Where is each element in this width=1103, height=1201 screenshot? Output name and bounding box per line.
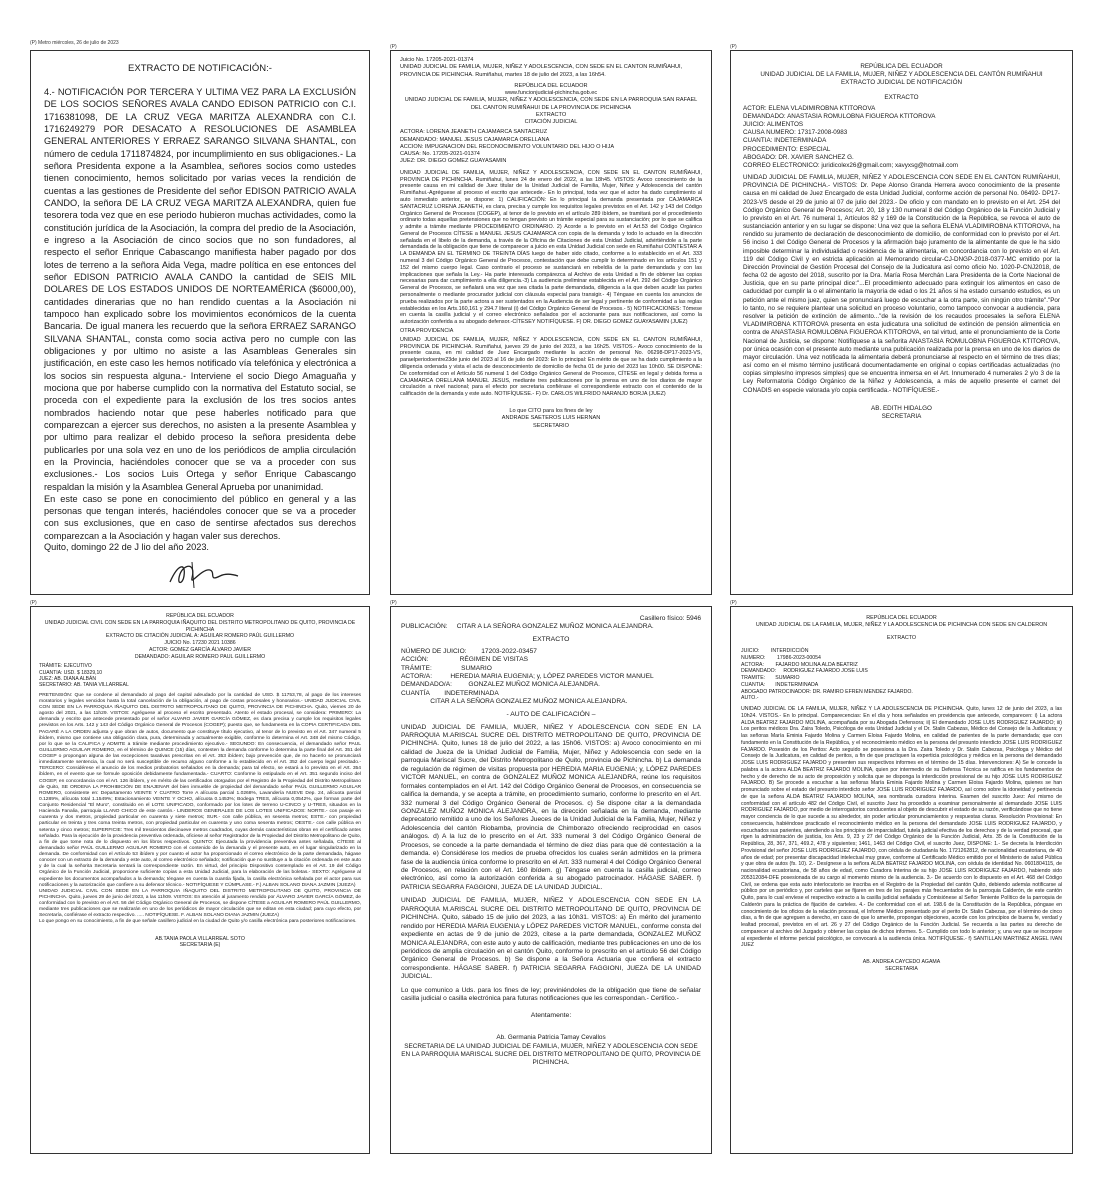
section-label: OTRA PROVIDENCIA [400,328,454,335]
column-tag: (P) [730,600,737,606]
notice-ejecutivo-aguilar [30,606,370,1154]
court-heading: REPÚBLICA DEL ECUADOR UNIDAD JUDICIAL DE LA FAMILIA, MUJER, NIÑEZ Y ADOLESCENCIA DEL CANTÓN RUMIÑAHUI EXTRACTO JUDICIAL DE NOTIFICACIÓN [760,63,1043,87]
court-heading: REPÚBLICA DEL ECUADOR UNIDAD JUDICIAL DE LA FAMILIA, MUJER, NIÑEZ Y LA ADOLESCENCIA DE PICHINCHA CON SEDE EN CALDERON [755,615,1048,629]
newspaper-masthead: (P) Metro miércoles, 26 de julio de 2023 [30,40,119,46]
ruling-text: UNIDAD JUDICIAL DE FAMILIA, MUJER, NIÑEZ Y ADOLESCENCIA CON SEDE EN EL CANTON RUMIÑAHUI, PROVINCIA DE PICHINCHA.- VISTOS: Dr. Pepe Alonso Granda Herrera avoco conocimiento de la presente causa en mi calidad de Juez Encargado de esta Unidad Judicial, conforme acción de personal No. 06492- DP17-2023-VS desde el 29 de junio al 07 de julio del 2023.- De oficio y con mandato en lo previsto en el Art. 254 del Código Orgánico General de Procesos; Art. 20, 18 y 130 numeral 8 del Código Orgánico de la Función Judicial y lo previsto en el Art. 76 numeral 1, Artículos 82 y 169 de la Constitución de la República, se revoca el auto de sustanciación anterior y en su lugar se dispone: Una vez que la señora ELENA VLADIMIROBNA KTITOROVA, ha rendido su juramento de declaración de desconocimiento de domicilio, de conformidad con lo previsto por el Art. 56 inciso 1 del Código General de Procesos y la afirmación bajo juramento de la alimentante de que le ha sido imposible determinar la individualidad o residencia de la alimentaria, en concordancia con lo previsto en el Art. 119 del Código Civil y en estricta aplicación al Memorando circular-CJ-DNGP-2018-0377-MC emitido por la Dirección Provincial de Gestión Procesal del Consejo de la Judicatura así como oficio No. 1020-P-CNJ2018, de fecha 02 de agosto del 2018, suscrito por la Dra. María Rosa Merchán Lara Presidenta de la Corte Nacional de Justicia, que en su parte principal dice:"...El procedimiento adecuado para extinguir los alimentos en caso de caducidad por cumplir la o el alimentario la mayoría de edad o los 21 años si ha estado cursando estudios, es un petición ante el mismo juez, quien se pronunciará luego de escuchar a la otra parte, sin ningún otro trámite"."Por lo tanto, no se requiere plantear una solicitud en proceso voluntario, como tampoco convocar a audiencia, para resolver la petición de extinción de alimento..."de la revisión de los recaudos procesales la señora ELENA VLADIMIROBNA KTITOROVA presenta en esta judicatura una solicitud de extinción de pensión alimenticia en contra de ANASTASIA ROMULOBNA FIGUEROA KTITOROVA, en tal virtud, ante el pronunciamiento de la Corte Nacional de Justicia, se dispone: Notifíquese a la señorita ANASTASIA ROMULOBNA FIGUEROA KTITOROVA, por única ocasión con el presente auto mediante una publicación realizada por la prensa en uno de los diarios de mayor circulación. Una vez notificada la alimentaria deberá pronunciarse al respecto en el término de tres días; así como en el mismo término justificará documentadamente en original o copias certificadas actualizadas (no copias simples/no impresos simples) que se encuentra inmersa en el Art. Innumerado 4 numerales 2 y/o 3 de la Ley Reformatoria Código Orgánico de la Niñez y Adolescencia, a más de aquello presente el carnet del CONADIS en especie valorada y/o copia certificada.- NOTIFÍQUESE.- [743,174,1060,394]
column-tag: (P) [390,44,397,50]
section-label: EXTRACTO [532,635,570,643]
publication-line: PUBLICACIÓN: CITAR A LA SEÑORA GONZALEZ MUÑOZ MONICA ALEJANDRA. [401,623,654,631]
notice-alimentos-ktitorova [730,50,1073,595]
court-heading: REPÚBLICA DEL ECUADOR www.funcionjudicial-pichincha.gob.ec UNIDAD JUDICIAL DE FAMILIA, MUJER, NIÑEZ Y ADOLESCENCIA, CON SEDE EN LA PARROQUIA SAN RAFAEL DEL CANTON RUMIÑAHUI DE LA PROVINCIA DE PICHINCHA EXTRACTO CITACIÓN JUDICIAL [404,82,698,126]
ruling-text: UNIDAD JUDICIAL DE FAMILIA, MUJER, NIÑEZ Y ADOLESCENCIA CON SEDE EN LA PARROQUIA M.ARISCAL SUCRE DEL DISTRITO METROPOLITANO DE QUITO, PROVINCIA DE PICHINCHA. Quito, sábado 15 de julio del 2023, a las 10h31. VISTOS: a) En mérito del juramento rendido por HEREDIA MARIA EUGENIA y LÓPEZ PAREDES VICTOR MANUEL, conforme consta del expediente en actas de 9 de junio de 2023, cítese a la parte demandada, GONZALEZ MUÑOZ MONICA ALEJANDRA, con este auto y auto de calificación, mediante tres publicaciones en uno de los periódicos de amplia circulación en el cantón Quito, conforme lo prescrito en el artículo 56 del Código Orgánico General de Procesos. b) Se dispone a la Señora Actuaria que confiera el extracto correspondiente. HÁGASE SABER. f) PATRICIA SEGARRA FAGGIONI, JUEZA DE LA UNIDAD JUDICIAL. [401,897,701,981]
secretary-signature: AB. ANDREA CAYCEDO AGAMA SECRETARIA [862,959,941,972]
case-parties: ACTORA: LORENA JEANETH CAJAMARCA SANTACRUZ DEMANDADO: MANUEL JESUS CAJAMARCA ORELLANA ACCION: IMPUGNACION DEL RECONOCIMIENTO VOLUNTARIO DEL HIJO O HIJA CAUSA: No. 17205-2021-01374 JUEZ: DR. DIEGO GOMEZ GUAYASAMIN [400,129,615,165]
notice-citacion-cajamarca [390,50,712,595]
secretary-signature: Lo que CITO para los fines de ley ANDRADE SAETEROS LUIS HERNAN SECRETARIO [501,408,601,429]
ruling-text: UNIDAD JUDICIAL DE LA FAMILIA, MUJER, NIÑEZ Y LA ADOLESCENCIA DE PICHINCHA. Quito, lunes 12 de junio del 2023, a las 10h24. VISTOS.- En lo principal. Comparecencias: En el día y hora señalados en providencia que antecede, comparecen: i) La actora ALDA BEATRIZ FAJARDO MOLINA, acompañada por su Abogada Defensora; ii) El demandado JOSE LUIS RODRIGUEZ FAJARDO; iii) Los peritos médicos Dra. Zaira Toledo, Psicóloga de esta Unidad Judicial y el Dr. Stalin Cabezas, Médico del Consejo de la Judicatura; y las señoras María Eminia Fajardo Molina y Carmen Eloisa Fajardo Molina, en calidad de parientes de la parte demandada; que con fundamento en la Constitución de la República, y el reconocimiento médico en la persona del presunto interdicto JOSE LUIS RODRIGUEZ FAJARDO. Posesión de los Peritos: Acto seguido se posesiona a la Dra. Zaira Toledo y Dr. Stalin Cabezas, Psicóloga y Médico del Consejo de la Judicatura, en calidad de peritos, a fin de que practiquen la experticia psicológica y médica en la persona del demandado JOSE LUIS RODRIGUEZ FAJARDO y presenten sus respectivos informes en el término de 15 días. Intervenciones: A) Se le concede la palabra a la actora ALDA BEATRIZ FAJARDO MOLINA, quien por intermedio de su Defensa Técnica se ratifica en los fundamentos de hecho y de derecho de su acto de proposición y solicita que se disponga la interdicción provisional de su hijo JOSE LUIS RODRIGUEZ FAJARDO. B) Se procede a escuchar a las señoras María Eminia Fajardo Molina y Carmen Eloisa Fajardo Molina, quienes se han pronunciado sobre el estado del presunto interdicto señor JOSE LUIS RODRIGUEZ FAJARDO, así como sobre la idoneidad y pertinencia de que la señora ALDA BEATRIZ FAJARDO MOLINA, sea nombrada curadora interina. Examen del suscrito Juez: Así mismo de conformidad con el artículo 482 del Código Civil, el suscrito Juez ha procedido a examinar personalmente al demandado JOSE LUIS RODRIGUEZ FAJARDO, por medio de interrogatorios conducentes al objeto de descubrir el estado de su razón, verificándose que no tiene mayor conciencia de lo que sucede a su alrededor, sin poder articular pronunciamientos y respuestas claras. Resolución Provisional: En consecuencia, habiéndose practicado el reconocimiento médico en la persona del demandado JOSE LUIS RODRIGUEZ FAJARDO, y escuchados sus parientes, atendiendo a los principios de imparcialidad, tutela judicial efectiva de los derechos y de la verdad procesal, que rigen la administración de justicia, los Arts. 9, 23 y 27 del Código Orgánico de la Función Judicial, Arts. 35 de la Constitución de la República, 28, 367, 371, 469.2, 478 y siguientes; 1461, 1463 del Código Civil, el suscrito Juez, DISPONE: 1.- Se decreta la Interdicción Provisional del señor JOSE LUIS RODRIGUEZ FAJARDO, con cédula de ciudadanía No. 1721262812, de nacionalidad ecuatoriana, de 40 años de edad; por presentar discapacidad intelectual muy grave, conforme al Certificado Médico emitido por el Ministerio de salud Pública y que obra de autos (fs. 10). 2.- Desígnese a la señora ALDA BEATRIZ FAJARDO MOLINA, con cédula de identidad No. 0601804115, de nacionalidad ecuatoriana, de 58 años de edad, como Curadora Interina de su hijo JOSE LUIS RODRIGUEZ FAJARDO, habiendo sido 205312084-DFE posesionada de su cargo al momento mismo de la audiencia. 3.- De acuerdo con lo dispuesto en el Art. 468 del Código Civil, se ordena que esta auto interlocutorio se inscriba en el Registro de la Propiedad del cantón Quito, debiendo además notificarse al público por un periódico y, por carteles que se fijaren en tres de los parajes más frecuentados de la parroquia Calderón, de este cantón Quito, para lo cual envíese el respectivo extracto a la casilla judicial señalada y Comisiónese al Señor Teniente Político de la parroquia de Calderón para la práctica de fijación de carteles. 4.- De conformidad con el art. 198.6 de la Constitución de la República, póngase en conocimiento de los oficios de la relación procesal, el Informe Médico presentado por el perito Dr. Stalin Cabezas, por el término de cinco días, a fin de que agreguen a derecho, en caso de que lo amerite, propongan objeciones, acorde con los principios de buena fe, verdad y lealtad procesal, previstos en el art. 26 y 27 del Código Orgánico de la Función Judicial. Se recuerda a las partes su derecho de comparecer al archivo del Juzgado y obtener las copias de dichos informes. 5.- Cumplido con todo lo anterior; y, una vez que se incorpore al expediente el informe pericial psicológico, se convocará a la audiencia única. NOTIFÍQUESE.- f) SANTILLAN MARTINEZ ANGEL IVAN JUEZ [741,706,1062,949]
column-tag: (P) [30,600,37,606]
notice-body: 4.- NOTIFICACIÓN POR TERCERA Y ULTIMA VEZ PARA LA EXCLUSIÓN DE LOS SOCIOS SEÑORES AVALA CANDO EDISON PATRICIO con C.I. 1716381098, DE LA CRUZ VEGA MARITZA ALEXANDRA con C.I. 1716249279 POR DESACATO A RESOLUCIONES DE ASAMBLEA GENERAL ANTERIORES Y ERRAEZ SARANGO SILVANA SHANTAL, con número de cedula 1711874824, por incumplimiento en sus obligaciones.- La señora Presidenta expone a la Asamblea, señores socios como ustedes tienen conocimiento, hemos solicitado por varias veces la rendición de cuentas a las gestiones de Presidente del señor EDISON PATRICIO AVALA CANDO, la señora DE LA CRUZ VEGA MARITZA ALEXANDRA, quien fue tesorera toda vez que en ese periodo hubieron muchas actividades, como la constitución jurídica de la Asociación, la compra del predio de la Asociación, e ingreso a la Asociación de cinco socios que no son fundadores, al respecto el señor Enrique Cabascango manifiesta haber pagado por dos lotes de terreno a la señora Aida Vega, madre política en ese entonces del señor EDISON PATRICIO AVALA CANDO la cantidad de SEIS MIL DOLARES DE LOS ESTADOS UNIDOS DE NORTEAMÉRICA ($6000,00), cantidades dinerarias que no han rendido cuentas a la Asociación ni tampoco han explicado sobre los movimientos económicos de la cuenta Bancaria. De igual manera les recuerdo que la señora ERRAEZ SARANGO SILVANA SHANTAL, consta como socia activa pero no cumple con las obligaciones y por ultimo no asiste a las Asambleas Generales sin justificación, en este caso les hemos notificado vía telefónica y electrónica a los socios sin respuesta alguna.- Interviene el socio Diego Amaguaña y mociona que por haberse cumplido con la normativa del Estatuto social, se proceda con el expediente para la exclusión de los tres socios antes nombrados haciendo notar que pese haberles notificado para que comparezcan a ejercer sus derechos, no asisten a la presente Asamblea y por ultimo para realizar el debido proceso la señora presidenta debe publicarles por una sola vez en uno de los periódicos de amplia circulación en la Provincia, haciéndoles conocer que se va a proceder con sus exclusiones.- Los socios Luis Ortega y señor Enrique Cabascango respaldan la misión y la Asamblea General Aprueba por unanimidad. En este caso se pone en conocimiento del público en general y a las personas que tengan interés, haciéndoles conocer que se va a proceder con sus exclusiones, que en caso de sentirse afectados sus derechos comparezcan a la Asociación y hagan valer sus derechos. [44,87,356,541]
ruling-text: PRETENSIÓN: Que se condene al demandado al pago del capital adeudado por la cantidad de USD. $ 11753,78, al pago de los intereses moratorios y legales vencidos hasta la total cancelación de la obligación, al pago de costas procesales y honorarios.- UNIDAD JUDICIAL CIVIL CON SEDE EN LA PARROQUIA IÑAQUITO DEL DISTRITO METROPOLITANO DE QUITO, PROVINCIA DE PICHINCHA. Quito, viernes 20 de agosto del 2021, a las 11h29. VISTOS: Agréguese al proceso el escrito presentado. Atento el estado procesal, se considera: PRIMERO: La demanda y escrito que antecede presentado por el señor ALVARO JAVIER GARCÍA GÓMEZ, es clara precisa y cumple los requisitos legales previstos en los Arts. 142 y 143 del Código Orgánico General de Procesos (COGEP); puesto que, se fundamenta en la COPIA CERTIFICADA DEL PAGARÉ A LA ORDEN adjunta y que obran de autos, documento que constituye título ejecutivo, al tenor de lo previsto en el Art. 347 numeral 5 ibídem, mismo que contiene una obligación clara, pura, determinada y actualmente exigible, conforme lo determina el Art. 348 del mismo Código, por lo que se la CALIFICA y ADMITE a trámite mediante procedimiento ejecutivo.- SEGUNDO: En consecuencia, el demandado señor PAUL GUILLERMO AGUILAR ROMERO, en el término de QUINCE (15) días, contesten la demanda conforme lo determina la parte final del Art. 351 del COGEP o propongan alguna de las excepciones taxativas prescritas en el Art. 353 ibídem; bajo prevención que, de no hacerlo se pronunciará inmediatamente sentencia, la cual no será susceptible de recurso alguno conforme a lo establecido en el Art. 352 del cuerpo legal precitado.- TERCERO: Considérese el anuncio de los medios probatorios señalados en la demanda; para tal efecto, se estará a lo previsto en el Art. 354 ibídem, en el evento que se formule oposición debidamente fundamentada.- CUARTO: Conforme lo estipulado en el Art. 351 segundo inciso del COGEP, en concordancia con el Art. 126 ibídem, y en mérito de las certificados otorgados por el Registro de la Propiedad del Distrito Metropolitano de Quito, SE ORDENA LA PROHIBICIÓN DE ENAJENAR del bien inmueble de propiedad del demandado señor PAÚL GUILLERMO AGUILAR ROMERO, consistente en: Departamento VEINTE Y CUATRO Torre A alícuota parcial 1.0268%, Lavandería NUEVE Dep. 24, alícuota parcial 0.1289%, alícuota total 1.1549%; Estacionamiento VEINTE Y OCHO, alícuota 0.1453%; Bodega TRES, alícuota 0,0542%, que forman parte del Conjunto Residencial "El Muro", constituido en el LOTE UNIFICADO, conformado por los lotes de terreno U-CINCO y U-TRES, situados en la Hacienda Fanalia, parroquia LLANO CHICO de este cantón.- LINDEROS GENERALES DE LOS LOTES UNIFICADOS: NORTE.- con pasaje en cuarenta y dos metros, propiedad particular en cuarenta y siete metros; SUR.- con calle pública, en sesenta metros; ESTE.- con propiedad particular en treinta y tres coma treinta metros, con propiedad particular en cuarenta y uno coma sesenta metros; OESTE.- con calle pública en setenta y cinco metros; SUPERFICIE: Tres mil trescientos diecinueve metros cuadrados, cuyas demás características obran en el certificado antes señalado. Para la ejecución de la providencia preventiva ordenada, oficiese al señor Registrador de la Propiedad del Distrito Metropolitano de Quito, a fin de que tome nota de lo dispuesto en los libros respectivos. QUINTO: Ejecutada la providencia preventiva antes señalada, CÍTESE al demandado señor PAÚL GUILLERMO AGUILAR ROMERO con el contenido de la demanda y el presente auto, en el lugar singularizado en la demanda. De conformidad con el Artículo 53 ibídem y por cuanto el actor ha proporcionado el correo electrónico de la parte demandada, hágase conocer con un extracto de la demanda y este auto, al correo electrónico señalado; notificación que no sustituye a la citación ordenada en este auto y de la cual la señorita Secretaria sentará la correspondiente razón. En virtud, del principio Dispositivo contemplado en el Art. 19 del Código Orgánico de la Función Judicial, proporcione suficiente copias a esta Unidad Judicial, para la elaboración de las boletas.- SEXTO: Agréguese al expediente los documentos acompañados a la demanda; téngase en cuenta la cuantía fijada, la casilla electrónica señalada por el actor para sus notificaciones y la autorización que confiere a su defensor técnico.- NOTIFÍQUESE Y CÚMPLASE.- F.) ALBAN SOLANO DIANA JAZMIN (JUEZA) UNIDAD JUDICIAL CIVIL CON SEDE EN LA PARROQUIA IÑAQUITO DEL DISTRITO METROPOLITANO DE QUITO, PROVINCIA DE PICHINCHA. Quito, jueves 29 de junio del 2023, a las 11h09. VISTOS: En atención al juramento rendido por ÁLVARO JAVIER GARCÍA GÓMEZ, de conformidad con lo previsto en el Art. 56 del Código Orgánico General de Procesos, se dispone CÍTESE a AGUILAR ROMERO PAÚL GUILLERMO, mediante tres publicaciones que se realizarán en uno de los periódicos de mayor circulación que se editan en esta ciudad; para cuyo efecto, por Secretaría, confiérase el extracto respectivo. ..... NOTIFÍQUESE. F. ALBAN SOLANO DIANA JAZMIN (JUEZA) Lo que pongo en su conocimiento, a fin de que señale casillero judicial en la ciudad de Quito y/o casilla electrónica para posteriores notificaciones. [39,692,361,925]
case-fields: ACTOR: ELENA VLADIMIROBNA KTITOROVA DEMANDADO: ANASTASIA ROMULOBNA FIGUEROA KTITOROVA JUICIO: ALIMENTOS CAUSA NUMERO: 17317-2008-0983 CUANTIA: INDETERMINADA PROCEDIMIENTO: ESPECIAL ABOGADO: DR. XAVIER SANCHEZ G. CORREO ELECTRONICO: juridicolex26@gmail.com; xavyxsg@hotmail.com [743,104,959,169]
notice-title: EXTRACTO DE NOTIFICACIÓN:- [128,63,272,74]
secretary-signature: AB.TANIA PAOLA VILLARREAL SOTO SECRETARIA (E) [155,935,245,949]
ruling-text: UNIDAD JUDICIAL DE FAMILIA, MUJER, NIÑEZ Y ADOLESCENCIA CON SEDE EN LA PARROQUIA M.ARISCAL SUCRE DEL DISTRITO METROPOLITANO DE QUITO, PROVINCIA DE PICHINCHA. Quito, lunes 18 de julio del 2022, a las 15h06. VISTOS: a) Avoco conocimiento en mi calidad de Jueza de la Unidad Judicial de Familia, Mujer, Niñez y Adolescencia con sede en la parroquia Mariscal Sucre, del Distrito Metropolitano de Quito, provincia de Pichincha. b) La demanda de regulación de régimen de visitas propuesta por HEREDIA MARIA EUGENIA; y, LÓPEZ PAREDES VICTOR MANUEL, en contra de GONZALEZ MUÑOZ MONICA ALEJANDRA, reúne los requisitos formales contemplados en el Art. 142 del Código Orgánico General de Procesos, en consecuencia se califica la demanda, y se acepta a trámite, en procedimiento sumario, conforme lo prescrito en el Art. 332 numeral 3 del Código Orgánico General de Procesos. c) Se dispone citar a la demandada GONZALEZ MUÑOZ MONICA ALEJANDRA, en la dirección señalada en la demanda, mediante deprecatorio remitido a uno de los Señores Jueces de la Unidad Judicial de la Familia, Mujer, Niñez y Adolescencia del cantón Riobamba, provincia de Chimborazo ofreciendo reciprocidad en casos análogos. d) A la luz de lo prescrito en el Art. 333 numeral 3 del Código Orgánico General de Procesos, se concede a la parte demandada el término de diez días para que dé contestación a la demanda. e) Considérese los medios de prueba ofrecidos los cuales serán admitidos en la primera fase de la audiencia única conforme lo prescrito en el Art. 333 numeral 4 del Código Orgánico General de Procesos, en relación con el Art. 160 ibídem. g) Téngase en cuenta la casilla judicial, correo electrónico, así como la autorización conferida a su abogado patrocinador. HÁGASE SABER. f) PATRICIA SEGARRA FAGGIONI, JUEZA DE LA UNIDAD JUDICIAL. [401,723,701,891]
section-label: EXTRACTO [884,93,919,101]
secretary-signature: Ab. Germania Patricia Tamay Cevallos SECRETARIA DE LA UNIDAD JUDICIAL DE FAMILIA, MUJER, NIÑEZ Y ADOLESCENCIA CON SEDE EN LA PARROQUIA MARISCAL SUCRE DEL DISTRITO METROPOLITANO DE QUITO, PROVINCIA DE PICHINCHA. [401,1034,701,1067]
ruling-text: UNIDAD JUDICIAL DE FAMILIA, MUJER, NIÑEZ Y ADOLESCENCIA, CON SEDE EN EL CANTON RUMIÑAHUI, PROVINCIA DE PICHINCHA. Rumiñahui, jueves 29 de junio del 2023, a las 16h25. VISTOS.- Avoco conocimiento de la presente causa, en mi calidad de Juez Encargado mediante la acción de personal No. 06298-DP17-2023-VS, paraelperiodoentre23de junio del 2023 al 16 de julio del 2023: En lo principal: En mérito de que se ha dado cumplimiento a la diligencia ordenada y vista el acta de desconocimiento de domicilio de fecha 01 de junio del 2023 las 10h00. SE DISPONE: De conformidad con el Artículo 56 numeral 1 del Código Orgánico General de Procesos, CÍTESE en legal y debida forma a CAJAMARCA ORELLANA MANUEL JESUS, mediante tres publicaciones por la prensa en uno de los diarios de mayor circulación a nivel nacional; para el efecto por secretaria confiérase el correspondiente extracto con el contenido de la calificación de la demanda y este auto. NOTIFÍQUESE.- F) Dr. CARLOS WILFRIDO NARANJO BORJA (JUEZ) [400,336,702,398]
handwritten-signature [140,558,260,590]
casillero: Casillero físico: 5946 [639,615,701,622]
ruling-text: UNIDAD JUDICIAL DE FAMILIA, MUJER, NIÑEZ Y ADOLESCENCIA, CON SEDE EN EL CANTON RUMIÑAHUI, PROVINCIA DE PICHINCHA. Rumiñahui, lunes 24 de enero del 2022, a las 18h45. VISTOS: Avoco conocimiento de la presente causa en mi calidad de Juez titular de la Unidad Judicial de Familia, Mujer, Niñez y Adolescencia del cantón Rumiñahui.-Agréguese al proceso el escrito que antecede.- En lo principal, toda vez que el actor ha dado cumplimiento al auto inmediato anterior, se dispone: 1) CALIFICACIÓN: En lo principal la demanda presentada por CAJAMARCA SANTACRUZ LORENA JEANETH, es clara, precisa y cumple los requisitos legales previstos en el Art. 142 y 143 del Código Orgánico General de Procesos (COGEP), al tenor de lo previsto en el artículo 289 ibídem, se tramitará por el procedimiento ordinario todas aquellas pretensiones que no tengan previsto un trámite especial para su sustanciación; por lo que se califica y admite a trámite mediante PROCEDIMIENTO ORDINARIO. 2) Acorde a lo previsto en el Art.53 del Código Orgánico General de Procesos CÍTESE a MANUEL JESUS CAJAMARCA con copia de la demanda y todo lo actuado en la dirección señalada en el libelo de la demanda, a través de la Oficina de Citaciones de esta Unidad Judicial, advirtiéndole a la parte demandada de la obligación que tiene de comparecer a juicio en esta Unidad Judicial con sede en Rumiñahui CONTESTAR A LA DEMANDA EN EL TÉRMINO DE TREINTA DÍAS luego de haber sido citado, conforme a lo establecido en el Art. 333 numeral 3 del Código Orgánico General de Procesos, contestación que debe cumplir lo determinado en los artículos 151 y 152 del mismo cuerpo legal. Caso contrario el proceso se sustanciará en rebeldía de la parte demandada y con las implicaciones que señala la Ley.- Ha parte interesada compárezca al Archivo de esta Unidad a fin de obtener las copias necesarias para dar cumplimiento a ella diligencia.-3) La audiencia preliminar establecida en el Art. 292 del Código Orgánico General de Procesos, se señalará una vez que sea citada la parte demandada, diligencia a la que deben acudir las partes personalmente o mediante procurador judicial con cláusula especial para transigir.- 4) Téngase en cuenta los anuncios de prueba realizados por la parte actora a ser sustentados en la Audiencia de ser legal y pertinente de conformidad a las reglas establecidas en los Arts.160,161 y 294.7 literal (i) del Código Orgánico General de Procesos.- 5) NOTIFICACIONES: Tómese en cuenta la casilla judicial y el correo electrónico señalados por el accionante para sus notificaciones, así como la autorización conferida a su abogado defensor.-CÍTESEY NOTIFÍQUESE. F) DR. DIEGO GOMEZ GUAYASAMIN (JUEZ) [400,169,702,326]
notice-regimen-visitas [390,606,712,1154]
section-label: EXTRACTO [886,635,917,642]
court-heading: REPÚBLICA DEL ECUADOR UNIDAD JUDICIAL CIVIL CON SEDE EN LA PARROQUIA IÑAQUITO DEL DISTRITO METROPOLITANO DE QUITO, PROVINCIA DE PICHINCHA EXTRACTO DE CITACIÓN JUDICIAL A: AGUILAR ROMERO PAÚL GUILLERMO JUICIO No. 17230 2021 10386 ACTOR: GOMEZ GARCÍA ÁLVARO JAVIER DEMANDADO: AGUILAR ROMERO PAUL GUILLERMO [44,613,356,660]
ruling-text: Lo que comunico a Uds. para los fines de ley; previniéndoles de la obligación que tiene de señalar casilla judicial o casilla electrónica para futuras notificaciones que les correspondan.- Certifico.- [401,986,701,1003]
case-header: Juicio No. 17205-2021-01374 UNIDAD JUDICIAL DE FAMILIA, MUJER, NIÑEZ Y ADOLESCENCIA, CON SEDE EN EL CANTON RUMIÑAHUI, PROVINCIA DE PICHINCHA. Rumiñahui, martes 18 de julio del 2023, a las 16h54. [400,57,683,78]
case-fields: TRÁMITE: EJECUTIVO CUANTIA: USD. $ 18329,10 JUEZ: AB. DIANA ALBÁN SECRETARIO: AB. TANIA VILLARREAL [39,663,129,689]
notice-exclusion-socios [30,50,370,595]
auto-heading: - AUTO DE CALIFICACIÓN – [506,710,596,718]
notice-interdiccion [730,606,1073,1154]
secretary-signature: AB. EDITH HIDALGO SECRETARIA [871,404,932,420]
column-tag: (P) [390,600,397,606]
case-fields: NÚMERO DE JUICIO: 17203-2022-03457 ACCIÓN: RÉGIMEN DE VISITAS TRÁMITE: SUMARIO ACTOR/A: HEREDIA MARIA EUGENIA; y, LÓPEZ PAREDES VICTOR MANUEL DEMANDADO/A: GONZALEZ MUÑOZ MONICA ALEJANDRA. CUANTÍA INDETERMINADA CITAR A LA SEÑORA GONZALEZ MUÑOZ MONICA ALEJANDRA. [401,647,654,706]
notice-date: Quito, domingo 22 de J lio del año 2023. [44,542,209,553]
column-tag: (P) [730,44,737,50]
closing-salutation: Atentamente: [530,1011,572,1019]
case-fields: JUICIO: INTERDICCIÓN NUMERO: 17986-2023-00054 ACTORA: FAJARDO MOLINA ALDA BEATRIZ DEMANDADO: RODRIGUEZ FAJARDO JOSE LUIS TRAMITE: SUMARIO CUANTIA: INDETERMINADA ABOGADO PATROCINADOR: DR. RAMIRO EFREN MENDEZ FAJARDO. AUTO.- [741,648,913,702]
signature-block [44,558,356,595]
